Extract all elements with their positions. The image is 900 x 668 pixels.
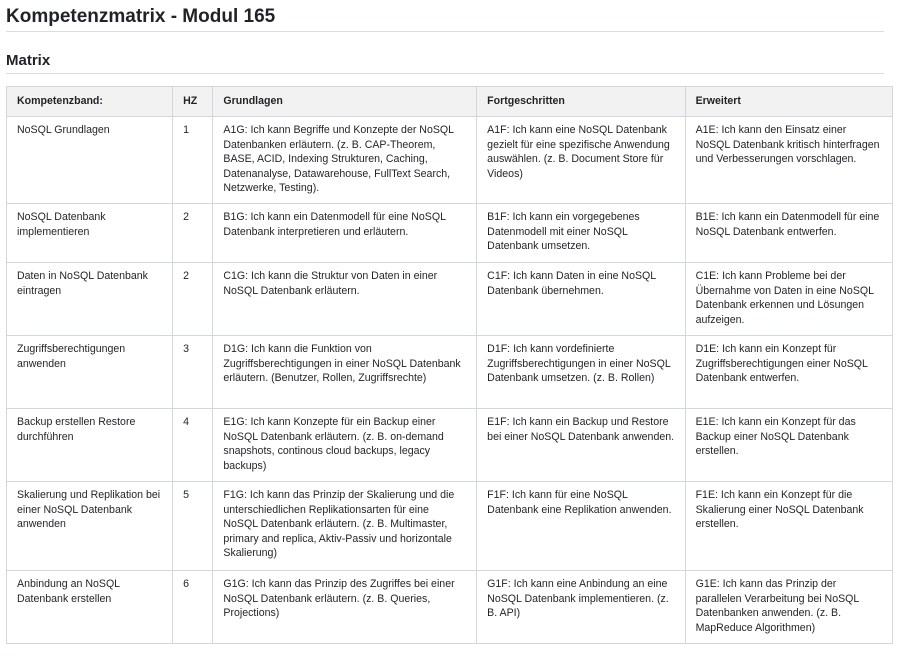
table-header [7, 87, 893, 117]
cell-erweitert: D1E: Ich kann ein Konzept für Zugriffsberechtigungen einer NoSQL Datenbank entwerfen. [685, 336, 892, 409]
cell-erweitert: B1E: Ich kann ein Datenmodell für eine NoSQL Datenbank entwerfen. [685, 204, 892, 263]
cell-hz: 3 [173, 336, 213, 409]
cell-hz: 4 [173, 409, 213, 482]
table-row [7, 204, 893, 263]
cell-hz: 2 [173, 263, 213, 336]
header-hz: HZ [173, 87, 213, 117]
cell-grundlagen: F1G: Ich kann das Prinzip der Skalierung und die unterschiedlichen Replikationsarten für eine NoSQL Datenbank erläutern. (z. B. Multimaster, primary and replica, Aktiv-Passiv und horizontale Skalierung) [213, 482, 477, 571]
cell-fortgeschritten: G1F: Ich kann eine Anbindung an eine NoSQL Datenbank implementieren. (z. B. API) [477, 571, 685, 644]
cell-fortgeschritten: A1F: Ich kann eine NoSQL Datenbank gezielt für eine spezifische Anwendung auswählen. (z. B. Document Store für Videos) [477, 117, 685, 204]
cell-fortgeschritten: D1F: Ich kann vordefinierte Zugriffsberechtigungen in einer NoSQL Datenbank umsetzen. (z. B. Rollen) [477, 336, 685, 409]
cell-grundlagen: B1G: Ich kann ein Datenmodell für eine NoSQL Datenbank interpretieren und erläutern. [213, 204, 477, 263]
header-row [7, 87, 893, 117]
cell-hz: 1 [173, 117, 213, 204]
cell-band: NoSQL Grundlagen [7, 117, 173, 204]
table-row [7, 263, 893, 336]
cell-hz: 6 [173, 571, 213, 644]
cell-band: Backup erstellen Restore durchführen [7, 409, 173, 482]
cell-fortgeschritten: B1F: Ich kann ein vorgegebenes Datenmodell mit einer NoSQL Datenbank umsetzen. [477, 204, 685, 263]
cell-hz: 2 [173, 204, 213, 263]
cell-grundlagen: D1G: Ich kann die Funktion von Zugriffsberechtigungen in einer NoSQL Datenbank erläutern. (Benutzer, Rollen, Zugriffsrechte) [213, 336, 477, 409]
table-row [7, 409, 893, 482]
cell-band: Zugriffsberechtigungen anwenden [7, 336, 173, 409]
cell-erweitert: F1E: Ich kann ein Konzept für die Skalierung einer NoSQL Datenbank erstellen. [685, 482, 892, 571]
cell-band: Daten in NoSQL Datenbank eintragen [7, 263, 173, 336]
cell-band: NoSQL Datenbank implementieren [7, 204, 173, 263]
cell-band: Anbindung an NoSQL Datenbank erstellen [7, 571, 173, 644]
table-row [7, 336, 893, 409]
cell-fortgeschritten: C1F: Ich kann Daten in eine NoSQL Datenbank übernehmen. [477, 263, 685, 336]
cell-fortgeschritten: E1F: Ich kann ein Backup und Restore bei einer NoSQL Datenbank anwenden. [477, 409, 685, 482]
section-heading-matrix: Matrix [6, 52, 884, 74]
table-row [7, 571, 893, 644]
page-title: Kompetenzmatrix - Modul 165 [6, 0, 884, 32]
cell-erweitert: G1E: Ich kann das Prinzip der parallelen Verarbeitung bei NoSQL Datenbanken anwenden. (z. B. MapReduce Algorithmen) [685, 571, 892, 644]
cell-grundlagen: A1G: Ich kann Begriffe und Konzepte der NoSQL Datenbanken erläutern. (z. B. CAP-Theorem, BASE, ACID, Indexing Strukturen, Caching, Datenanalyse, Datawarehouse, FullText Search, Netzwerke, Testing). [213, 117, 477, 204]
cell-erweitert: E1E: Ich kann ein Konzept für das Backup einer NoSQL Datenbank erstellen. [685, 409, 892, 482]
cell-band: Skalierung und Replikation bei einer NoSQL Datenbank anwenden [7, 482, 173, 571]
cell-grundlagen: G1G: Ich kann das Prinzip des Zugriffes bei einer NoSQL Datenbank erläutern. (z. B. Queries, Projections) [213, 571, 477, 644]
header-fortgeschritten: Fortgeschritten [477, 87, 685, 117]
table-body [7, 117, 893, 644]
competency-matrix-table [6, 86, 893, 644]
cell-erweitert: A1E: Ich kann den Einsatz einer NoSQL Datenbank kritisch hinterfragen und Verbesserungen vorschlagen. [685, 117, 892, 204]
cell-fortgeschritten: F1F: Ich kann für eine NoSQL Datenbank eine Replikation anwenden. [477, 482, 685, 571]
cell-erweitert: C1E: Ich kann Probleme bei der Übernahme von Daten in eine NoSQL Datenbank erkennen und Lösungen aufzeigen. [685, 263, 892, 336]
cell-grundlagen: E1G: Ich kann Konzepte für ein Backup einer NoSQL Datenbank erläutern. (z. B. on-demand snapshots, continous cloud backups, legacy backups) [213, 409, 477, 482]
header-grundlagen: Grundlagen [213, 87, 477, 117]
table-row [7, 482, 893, 571]
table-row [7, 117, 893, 204]
cell-hz: 5 [173, 482, 213, 571]
cell-grundlagen: C1G: Ich kann die Struktur von Daten in einer NoSQL Datenbank erläutern. [213, 263, 477, 336]
header-erweitert: Erweitert [685, 87, 892, 117]
header-kompetenzband: Kompetenzband: [7, 87, 173, 117]
